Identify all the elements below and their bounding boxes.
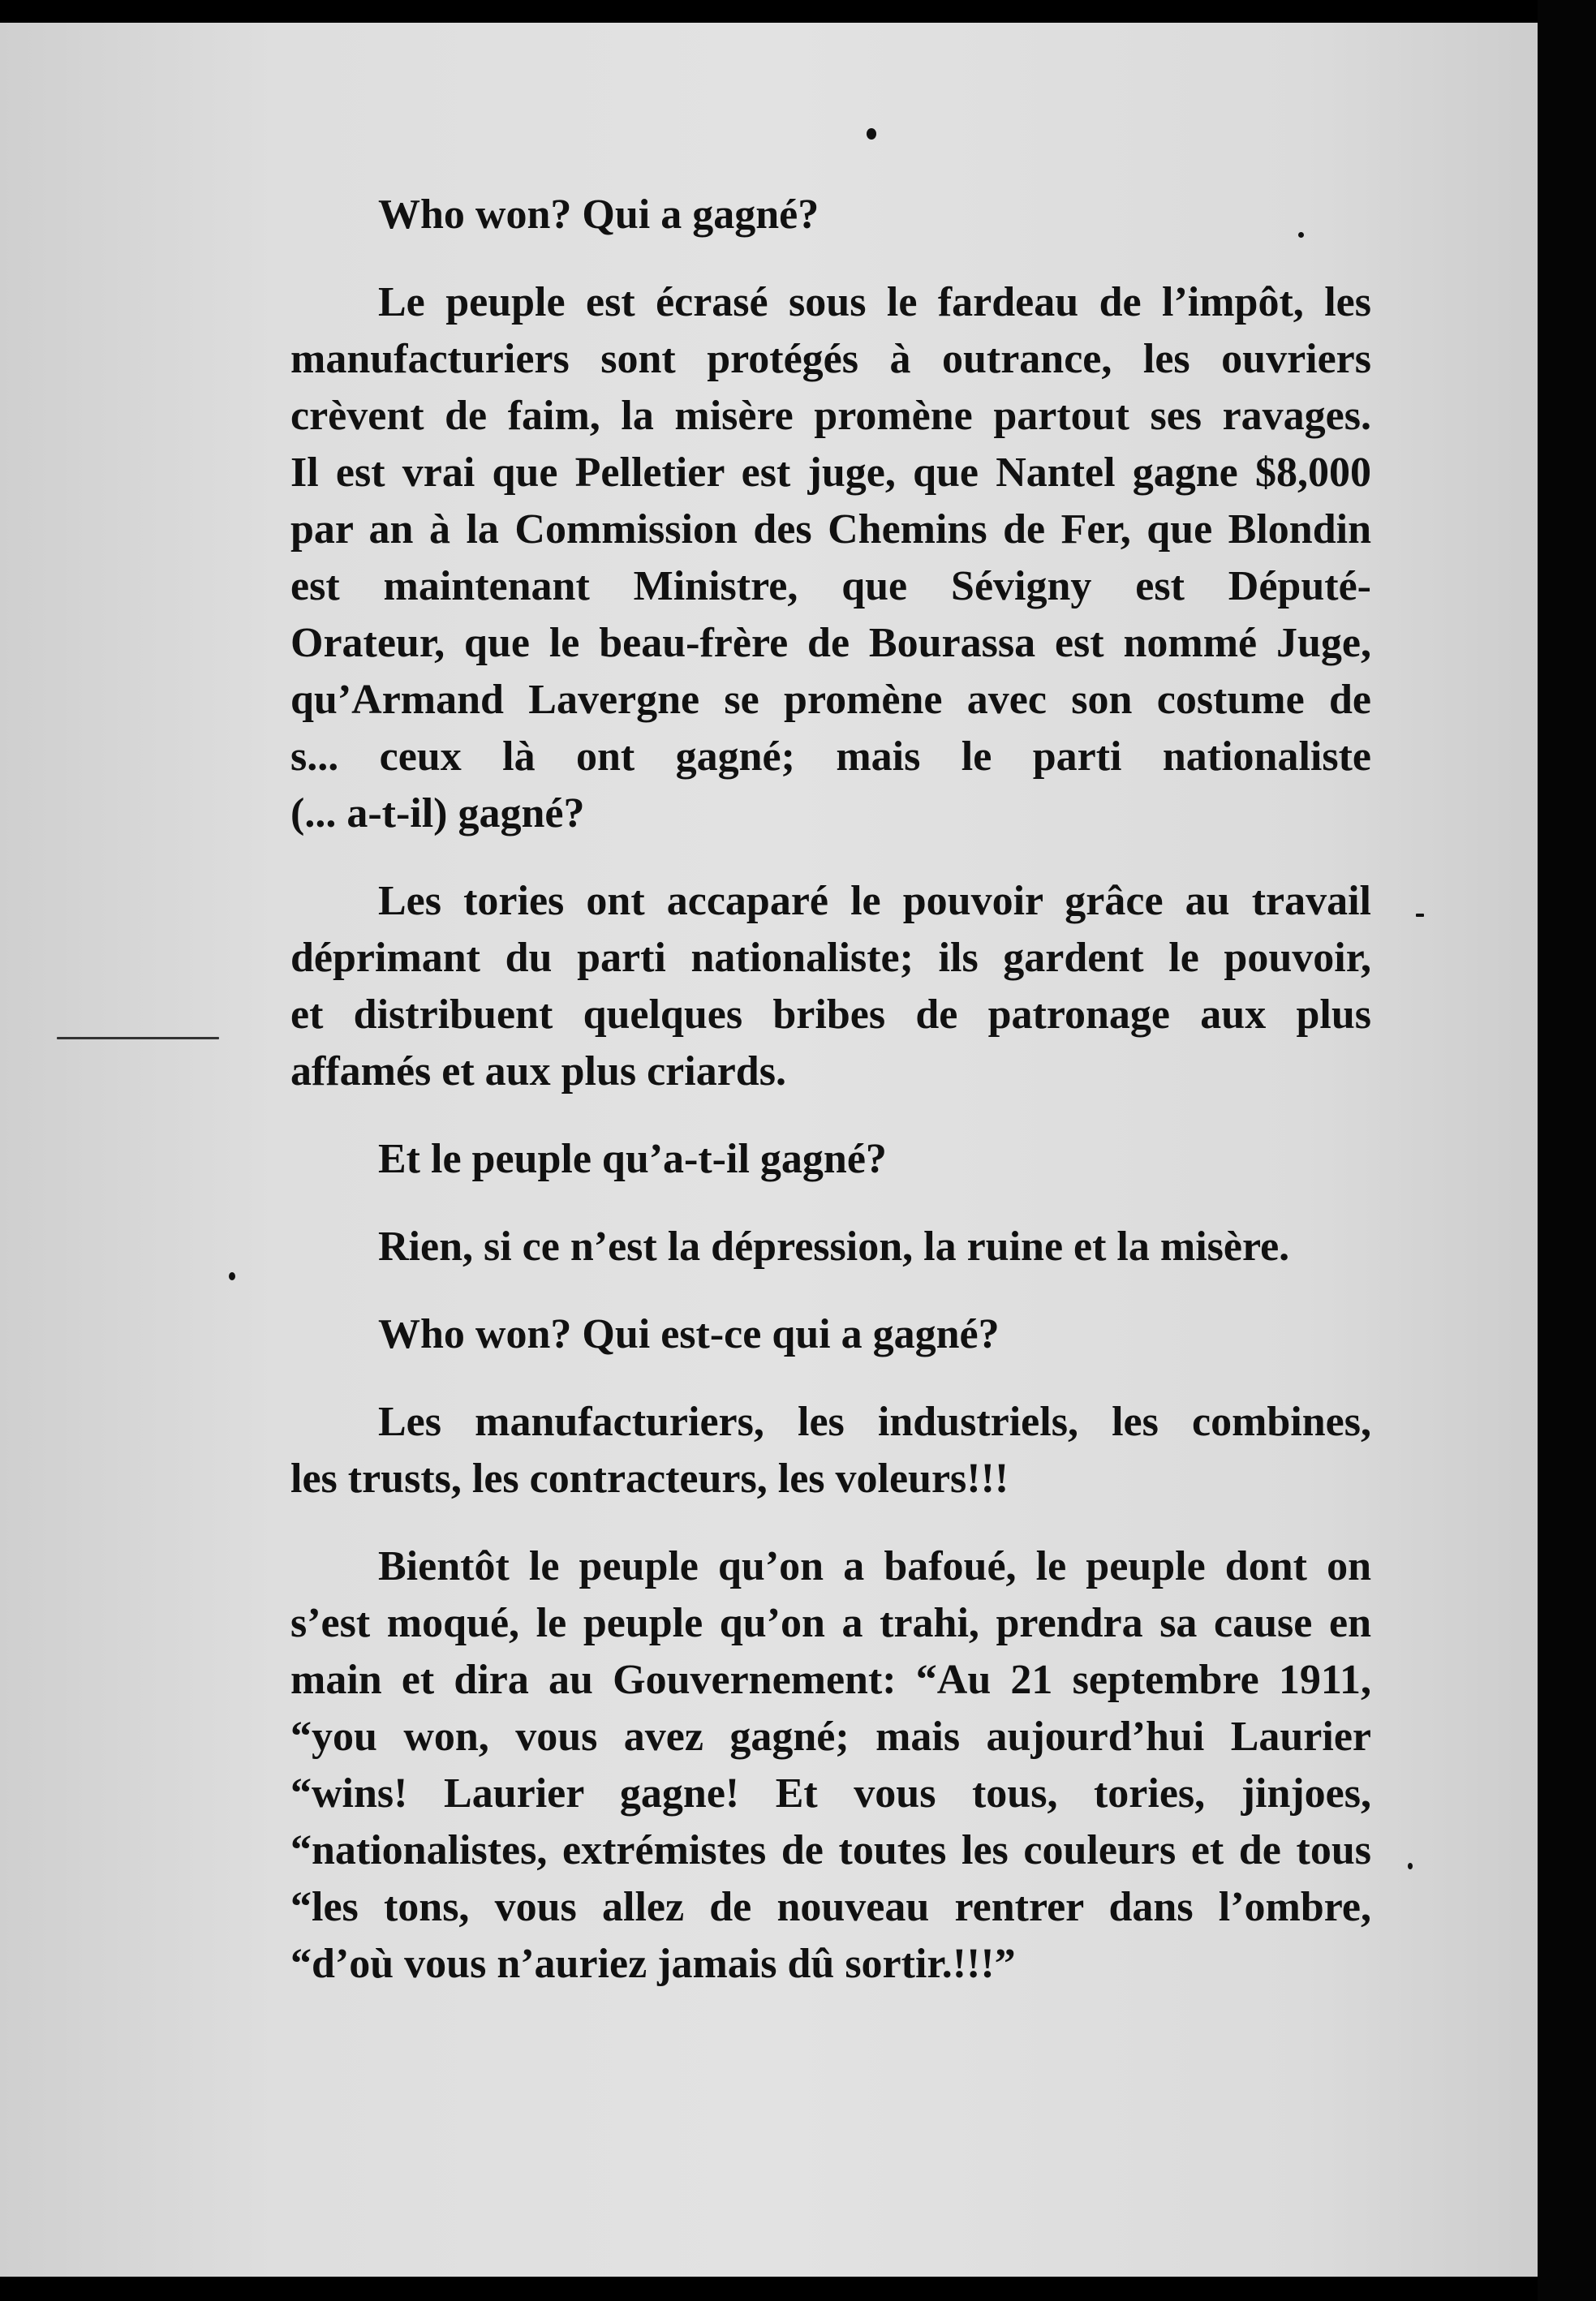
paragraph-line: (... a-t-il) gagné? <box>290 790 585 837</box>
paragraph-line: déprimant du parti nationaliste; ils gardent le pouvoir, <box>290 935 1371 981</box>
paragraph-line: “les tons, vous allez de nouveau rentrer dans l’ombre, <box>290 1884 1371 1930</box>
paragraph-2 <box>290 873 1371 1100</box>
paragraph-5: Who won? Qui est-ce qui a gagné? <box>378 1311 1000 1357</box>
paragraph-line: “wins! Laurier gagne! Et vous tous, tories, jinjoes, <box>290 1770 1371 1817</box>
paragraph-line: “nationalistes, extrémistes de toutes les couleurs et de tous <box>290 1827 1371 1873</box>
ink-speck <box>229 1272 235 1280</box>
paragraph-line: par an à la Commission des Chemins de Fer, que Blondin <box>290 506 1371 553</box>
paragraph-line: Bientôt le peuple qu’on a bafoué, le peuple dont on <box>378 1543 1371 1589</box>
document-body <box>290 187 1371 1993</box>
paragraph-4: Rien, si ce n’est la dépression, la ruine et la misère. <box>378 1224 1290 1270</box>
paragraph-line: s... ceux là ont gagné; mais le parti nationaliste <box>290 733 1371 780</box>
paragraph-line: Le peuple est écrasé sous le fardeau de l’impôt, les <box>378 279 1371 325</box>
scan-line <box>57 1037 219 1039</box>
paragraph-7 <box>290 1538 1371 1993</box>
paragraph-line: s’est moqué, le peuple qu’on a trahi, prendra sa cause en <box>290 1600 1371 1646</box>
paragraph-line: Orateur, que le beau-frère de Bourassa est nommé Juge, <box>290 620 1371 666</box>
scan-border-right <box>1538 0 1596 2301</box>
ink-speck <box>867 128 876 140</box>
paragraph-1 <box>290 274 1371 842</box>
paragraph-6 <box>290 1394 1371 1507</box>
ink-speck <box>1408 1863 1413 1869</box>
paragraph-3: Et le peuple qu’a-t-il gagné? <box>378 1136 887 1182</box>
paragraph-line: Les tories ont accaparé le pouvoir grâce au travail <box>378 878 1371 924</box>
paragraph-line: crèvent de faim, la misère promène partout ses ravages. <box>290 393 1371 439</box>
paragraph-line: qu’Armand Lavergne se promène avec son costume de <box>290 677 1371 723</box>
ink-speck <box>1416 914 1424 917</box>
paragraph-line: Il est vrai que Pelletier est juge, que Nantel gagne $8,000 <box>290 449 1371 496</box>
document-heading: Who won? Qui a gagné? <box>378 191 820 238</box>
paragraph-line: et distribuent quelques bribes de patronage aux plus <box>290 991 1371 1038</box>
paragraph-line: Les manufacturiers, les industriels, les combines, <box>378 1399 1371 1445</box>
paragraph-line: est maintenant Ministre, que Sévigny est Député- <box>290 563 1371 609</box>
paragraph-line: affamés et aux plus criards. <box>290 1048 786 1095</box>
paragraph-line: les trusts, les contracteurs, les voleurs!!! <box>290 1456 1009 1502</box>
paragraph-line: “d’où vous n’auriez jamais dû sortir.!!!” <box>290 1941 1016 1987</box>
paragraph-line: “you won, vous avez gagné; mais aujourd’hui Laurier <box>290 1714 1371 1760</box>
paragraph-line: manufacturiers sont protégés à outrance, les ouvriers <box>290 336 1371 382</box>
paragraph-line: main et dira au Gouvernement: “Au 21 septembre 1911, <box>290 1657 1371 1703</box>
